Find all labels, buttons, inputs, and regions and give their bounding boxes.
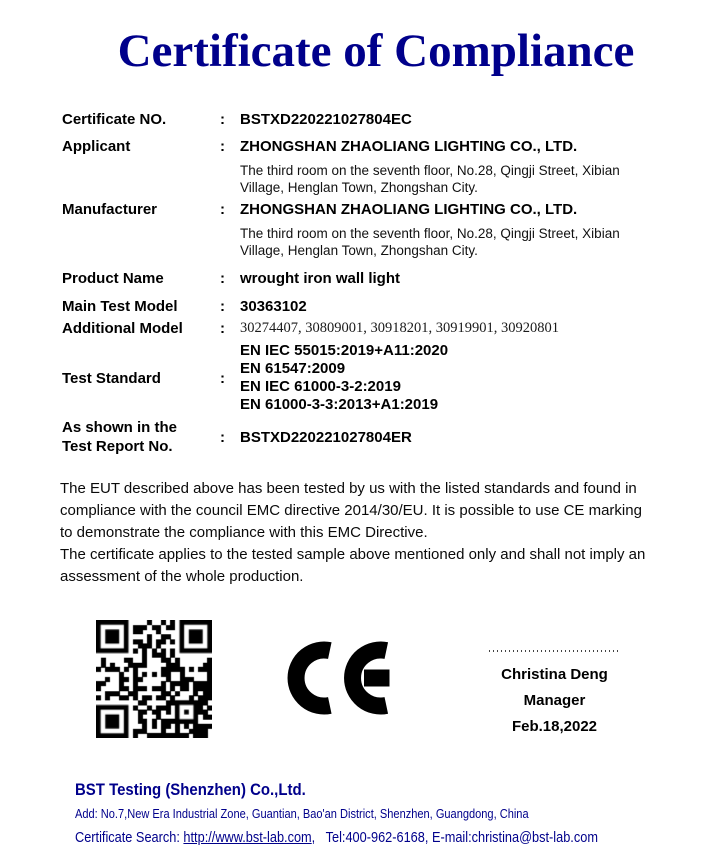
qr-code (96, 620, 212, 738)
certificate-search-label: Certificate Search: (75, 829, 184, 846)
field-row-product-name (62, 269, 661, 288)
footer-contact: , Tel:400-962-6168, E-mail:christina@bst-lab.com (311, 829, 598, 846)
field-row-certificate-no (62, 110, 661, 129)
test-standard-line: EN 61547:2009 (240, 360, 346, 377)
field-label: Applicant (62, 138, 131, 155)
signature-block (452, 642, 657, 740)
footer-address: Add: No.7,New Era Industrial Zone, Guantian, Bao'an District, Shenzhen, Guangdong, China (75, 806, 529, 821)
field-row-test-standard (62, 342, 661, 414)
certificate-fields (62, 110, 661, 456)
statement-paragraph-2: The certificate applies to the tested sample above mentioned only and shall not imply an assessment of the whole production. (60, 546, 646, 585)
field-label: As shown in the Test Report No. (62, 419, 178, 455)
manufacturer-address: The third room on the seventh floor, No.28, Qingji Street, Xibian Village, Henglan Town, Zhongshan City. (240, 226, 620, 258)
field-row-additional-model (62, 319, 661, 338)
footer-search-line (75, 828, 598, 847)
field-value-additional-model: 30274407, 30809001, 30918201, 30919901, 30920801 (240, 320, 559, 336)
signature-role: Manager (523, 692, 586, 709)
manufacturer-name: ZHONGSHAN ZHAOLIANG LIGHTING CO., LTD. (240, 201, 578, 218)
test-standard-line: EN IEC 55015:2019+A11:2020 (240, 342, 449, 359)
certificate-title: Certificate of Compliance (117, 25, 635, 77)
field-value-main-test-model: 30363102 (240, 298, 307, 315)
footer (75, 780, 690, 847)
applicant-name: ZHONGSHAN ZHAOLIANG LIGHTING CO., LTD. (240, 138, 578, 155)
test-standard-line: EN 61000-3-3:2013+A1:2019 (240, 396, 439, 413)
field-value-certificate-no: BSTXD220221027804EC (240, 111, 412, 128)
field-label: Test Standard (62, 369, 161, 387)
field-row-applicant (62, 137, 661, 196)
signature-name: Christina Deng (501, 666, 608, 683)
field-colon: : (220, 201, 225, 218)
test-standard-line: EN IEC 61000-3-2:2019 (240, 378, 401, 395)
signature-date: Feb.18,2022 (511, 718, 598, 735)
certificate-search-link[interactable]: http://www.bst-lab.com (183, 829, 312, 846)
field-label: Certificate NO. (62, 111, 167, 128)
field-colon: : (220, 138, 225, 155)
field-label: Main Test Model (62, 298, 178, 315)
field-colon: : (220, 270, 225, 287)
field-colon: : (220, 298, 225, 315)
field-row-test-report-no (62, 418, 661, 456)
footer-company: BST Testing (Shenzhen) Co.,Ltd. (75, 780, 306, 799)
field-colon: : (220, 320, 225, 337)
field-label: Additional Model (62, 320, 183, 337)
field-row-main-test-model (62, 297, 661, 316)
signature-line (489, 650, 621, 652)
field-colon: : (220, 111, 225, 128)
field-row-manufacturer (62, 200, 661, 259)
statement-paragraph-1: The EUT described above has been tested by us with the listed standards and found in compliance with the council EMC directive 2014/30/EU. It is possible to use CE marking to demonstrate the compliance with this EMC Directive. (60, 480, 642, 541)
ce-mark-icon (287, 641, 393, 715)
field-value-test-report-no: BSTXD220221027804ER (240, 428, 412, 446)
field-colon: : (220, 369, 225, 387)
field-colon: : (220, 428, 225, 446)
field-label: Manufacturer (62, 201, 158, 218)
applicant-address: The third room on the seventh floor, No.28, Qingji Street, Xibian Village, Henglan Town, Zhongshan City. (240, 163, 620, 195)
field-label: Product Name (62, 270, 164, 287)
compliance-statement (60, 478, 652, 588)
field-value-product-name: wrought iron wall light (240, 270, 400, 287)
